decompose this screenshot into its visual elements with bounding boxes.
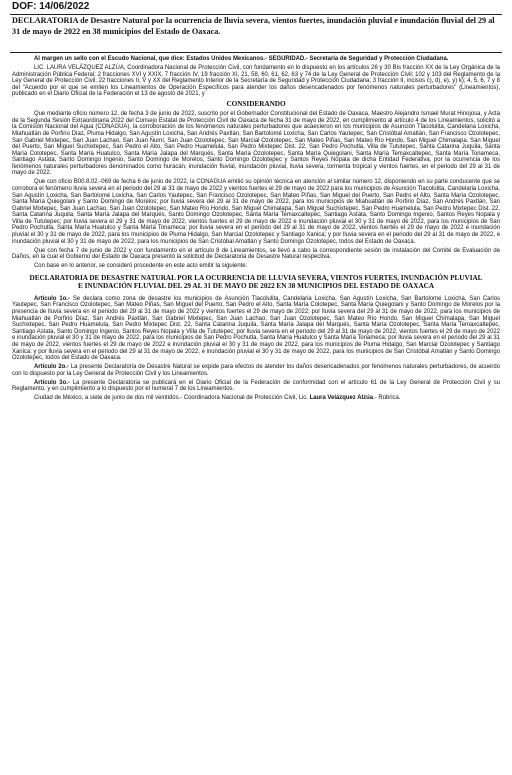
closing-post: .- Rúbrica. [373,395,401,402]
article-3-label: Artículo 3o.- [34,379,70,386]
closing-line [12,395,500,402]
article-2-text: La presente Declaratoria de Desastre Natural se expide para efectos de atender los daños desencadenados por fenómenos naturales perturbadores, de acuerdo con lo dispuesto por la Ley General de Protección Civil y los Lineamientos. [12,364,500,377]
decree-heading: DECLARATORIA DE DESASTRE NATURAL POR LA OCURRENCIA DE LLUVIA SEVERA, VIENTOS FUERTES, INUNDACIÓN PLUVIAL E INUNDACIÓN FLUVIAL DEL 29 AL 31 DE MAYO DE 2022 EN 38 MUNICIPIOS DEL ESTADO DE OAXACA [29,273,483,291]
document-title [12,16,500,37]
seal-note: Al margen un sello con el Escudo Nacional, que dice: Estados Unidos Mexicanos.- SEGURIDAD.- Secretaría de Seguridad y Protección Ciudadana. [34,56,449,62]
title-text: DECLARATORIA de Desastre Natural por la ocurrencia de lluvia severa, vientos fuertes, inundación pluvial e inundación fluvial del 29 al 31 de mayo de 2022 en 38 municipios del Estado de Oaxaca. [12,16,495,36]
title-rule [10,52,502,53]
considerando-paragraph-1: Que mediante oficio número 12, de fecha 3 de junio de 2022, suscrito por el Gobernador Constitucional del Estado de Oaxaca, Maestro Alejandro Ismael Murat Hinojosa, y Acta de la Segunda Sesión Extraordinaria 2022 del Consejo Estatal de Protección Civil de Oaxaca de fecha 31 de mayo de 2022, en cumplimiento al artículo 4 de los Lineamientos, solicitó a la Comisión Nacional del Agua (CONAGUA), la corroboración de los fenómenos naturales perturbadores que acaecieron en los municipios de Asunción Tlacolulita, Candelaria Loxicha, Miahuatlán de Porfirio Díaz, Pluma Hidalgo, San Agustín Loxicha, San Andrés Paxtlán, San Bartolomé Loxicha, San Carlos Yautepec, San Cristóbal Amatlán, San Francisco Ozolotepec, San Gabriel Mixtepec, San Juan Lachao, San Juan Ñumí, San Juan Ozolotepec, San Marcial Ozolotepec, San Mateo Piñas, San Mateo Río Hondo, San Miguel Chimalapa, San Miguel del Puerto, San Miguel Suchixtepec, San Pedro el Alto, San Pedro Huamelula, San Pedro Mixtepec Dist. 22, San Pedro Pochutla, Villa de Tututepec, Santa Catarina Juquila, Santa María Colotepec, Santa María Huatulco, Santa María Jalapa del Marqués, Santa María Ozolotepec, Santa María Quiegolani, Santa María Temaxcaltepec, Santa María Tonameca, Santiago Astata, Santo Domingo Ingenio, Santo Domingo de Morelos, Santo Domingo Ozolotepec y Santos Reyes Nopala de dicha Entidad Federativa, por la ocurrencia de los fenómenos naturales perturbadores denominados como huracán, inundación fluvial, inundación pluvial, lluvia severa, tormenta tropical y vientos fuertes, en el periodo del 29 al 31 de mayo de 2022. [12,111,500,177]
closing-pre: Ciudad de México, a siete de junio de dos mil veintidós.- Coordinadora Nacional de Protección Civil, Lic. [34,395,310,402]
article-2 [12,364,500,377]
dof-date: DOF: 14/06/2022 [12,1,90,12]
article-2-label: Artículo 2o.- [34,364,69,371]
intro-paragraph: LIC. LAURA VELÁZQUEZ ALZÚA, Coordinadora Nacional de Protección Civil, con fundamento en lo dispuesto en los artículos 26 y 30 Bis fracción XX de la Ley Orgánica de la Administración Pública Federal; 2 fracciones XVI y XXIX, 7 fracción IV, 19 fracción XI, 21, 58, 60, 61, 62, 63 y 74 de la Ley General de Protección Civil; 102 y 103 del Reglamento de la Ley General de Protección Civil; 22 fracciones II, V y XX del Reglamento Interior de la Secretaría de Seguridad y Protección Ciudadana; 3 fracción II, incisos c), d), e), y) k); 4, 5, 6, 7 y 8 del "Acuerdo por el que se emiten los Lineamientos de Operación Específicos para atender los daños desencadenados por fenómenos naturales perturbadores" (Lineamientos), publicado en el Diario Oficial de la Federación el 13 de agosto de 2021, y [12,64,500,98]
article-3-text: La presente Declaratoria se publicará en el Diario Oficial de la Federación de conformidad con el artículo 61 de la Ley General de Protección Civil y su Reglamento, y en cumplimiento a lo dispuesto por el numeral 7 de los Lineamientos. [12,379,500,393]
article-3 [12,380,500,393]
considerando-paragraph-3: Que con fecha 7 de junio de 2022 y con fundamento en el artículo 8 de Lineamientos, se llevó a cabo la correspondiente sesión de instalación del Comité de Evaluación de Daños, en la cual el Gobierno del Estado de Oaxaca presentó la solicitud de Declaratoria de Desastre Natural respectiva. [12,247,500,261]
considerando-heading: CONSIDERANDO [226,100,286,109]
signatory-name: Laura Velázquez Alzúa [309,395,374,402]
article-1 [12,296,500,362]
considerando-paragraph-4: Con base en lo anterior, se consideró procedente en este acto emitir la siguiente: [34,263,248,270]
considerando-paragraph-2: Que con oficio B00.8.02.-069 de fecha 6 de junio de 2022, la CONAGUA emitió su opinión técnica en atención al similar número 12, disponiendo en su parte conducente que se corrobora el fenómeno lluvia severa en el periodo del 29 al 31 de mayo de 2022 y vientos fuertes el 29 de mayo de 2022 para los municipios de Asunción Tlacolulita, Candelaria Loxicha, San Agustín Loxicha, San Bartolomé Loxicha, San Carlos Yautepec, San Francisco Ozolotepec, San Mateo Piñas, San Miguel del Puerto, San Pedro el Alto, Santa María Ozolotepec, Santa María Quiegolani y Santo Domingo de Morelos; por lluvia severa del 29 al 31 de mayo de 2022, para los municipios de Miahuatlán de Porfirio Díaz, San Andrés Paxtlán, San Gabriel Mixtepec, San Juan Lachao, San Juan Ozolotepec, San Mateo Río Hondo, San Miguel Chimalapa, San Miguel Suchixtepec, San Pedro Huamelula, San Pedro Mixtepec Dist. 22, Santa Catarina Juquila, Santa María Jalapa del Marqués, Santo Domingo Ozolotepec, Santa María Temaxcaltepec, Santiago Astata, Santo Domingo Ingenio, Santos Reyes Nopala y Villa de Tututepec; por lluvia severa el 29 y 31 de mayo de 2022, vientos fuertes el 29 de mayo de 2022 e inundación pluvial el 30 y 31 de mayo de 2022, para los municipios de San Pedro Pochutla, Santa María Huatulco y Santa María Tonameca; por lluvia severa en el periodo del 29 al 31 de mayo de 2022, vientos fuertes el 29 de mayo de 2022 e inundación pluvial el 30 y 31 de mayo de 2022, para los municipios de Pluma Hidalgo, San Marcial Ozolotepec y Santiago Xanica; y por lluvia severa en el periodo del 29 al 31 de mayo de 2022, e inundación pluvial el 30 y 31 de mayo de 2022, para los municipios de San Cristóbal Amatlán y Santo Domingo Ozolotepec, todos del Estado de Oaxaca. [12,179,500,245]
document-body [12,56,500,404]
top-rule [10,14,502,15]
article-1-text: Se declara como zona de desastre los municipios de Asunción Tlacolulita, Candelaria Loxicha, San Agustín Loxicha, San Bartolomé Loxicha, San Carlos Yautepec, San Francisco Ozolotepec, San Mateo Piñas, San Miguel del Puerto, San Pedro el Alto, Santa María Colotepec, Santa María Quiegolani y Santo Domingo de Morelos por la presencia de lluvia severa en el periodo del 29 al 31 de mayo de 2022 y vientos fuertes el 29 de mayo de 2022; por lluvia severa del 29 al 31 de mayo de 2022, para los municipios de Miahuatlán de Porfirio Díaz, San Andrés Paxtlán, San Gabriel Mixtepec, San Juan Lachao, San Juan Ozolotepec, San Mateo Río Hondo, San Miguel Chimalapa, San Miguel Suchixtepec, San Pedro Huamelula, San Pedro Mixtepec Dist. 22, Santa Catarina Juquila, Santa María Jalapa del Marqués, Santa María Ozolotepec, Santa María Temaxcaltepec, Santiago Astata, Santo Domingo Ingenio, Santos Reyes Nopala y Villa de Tututepec; por lluvia severa en el periodo del 29 al 31 de mayo de 2022, vientos fuertes el 29 de mayo de 2022 e inundación pluvial el 30 y 31 de mayo de 2022, para los municipios de San Pedro Pochutla, Santa María Huatulco y Santa María Tonameca; por lluvia severa en el periodo del 29 al 31 de mayo de 2022, vientos fuertes el 29 de mayo de 2022 e inundación pluvial el 30 y 31 de mayo de 2022, para los municipios de Pluma Hidalgo, San Marcial Ozolotepec y Santiago Xanica; y por lluvia severa en el periodo del 29 al 31 de mayo de 2022, e inundación pluvial el 30 y 31 de mayo de 2022, para los municipios de San Cristóbal Amatlán y Santo Domingo Ozolotepec, todos del Estado de Oaxaca. [12,295,500,362]
article-1-label: Artículo 1o.- [34,295,70,302]
